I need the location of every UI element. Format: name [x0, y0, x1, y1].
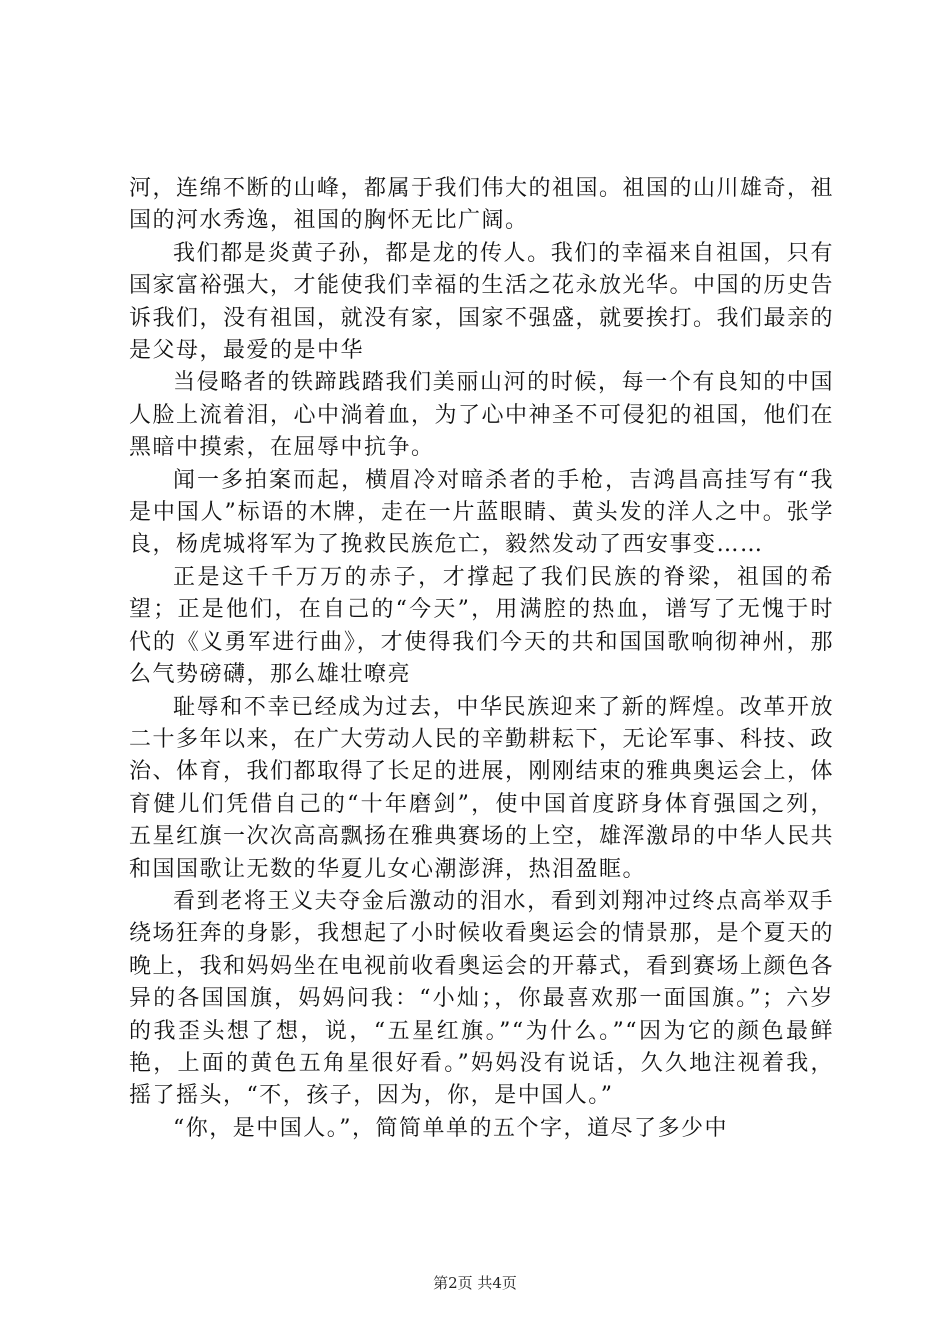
page-number-label: 第2页 共4页: [433, 1274, 517, 1292]
paragraph-2: 我们都是炎黄子孙，都是龙的传人。我们的幸福来自祖国，只有国家富裕强大，才能使我们幸福的生活之花永放光华。中国的历史告诉我们，没有祖国，就没有家，国家不强盛，就要挨打。我们最亲的是父母，最爱的是中华: [129, 240, 835, 364]
paragraph-6: 耻辱和不幸已经成为过去，中华民族迎来了新的辉煌。改革开放二十多年以来，在广大劳动人民的辛勤耕耘下，无论军事、科技、政治、体育，我们都取得了长足的进展，刚刚结束的雅典奥运会上，体育健儿们凭借自己的“十年磨剑”，使中国首度跻身体育强国之列，五星红旗一次次高高飘扬在雅典赛场的上空，雄浑激昂的中华人民共和国国歌让无数的华夏儿女心潮澎湃，热泪盈眶。: [129, 694, 835, 882]
page-footer: [0, 1272, 950, 1293]
document-body: [129, 173, 834, 1145]
paragraph-7: 看到老将王义夫夺金后激动的泪水，看到刘翔冲过终点高举双手绕场狂奔的身影，我想起了小时候收看奥运会的情景那，是个夏天的晚上，我和妈妈坐在电视前收看奥运会的开幕式，看到赛场上颜色各异的各国国旗，妈妈问我：“小灿；，你最喜欢那一面国旗。”；六岁的我歪头想了想，说，“五星红旗。”“为什么。”“因为它的颜色最鲜艳，上面的黄色五角星很好看。”妈妈没有说话，久久地注视着我，摇了摇头，“不，孩子，因为，你，是中国人。”: [129, 888, 835, 1109]
paragraph-5: 正是这千千万万的赤子，才撑起了我们民族的脊梁，祖国的希望；正是他们，在自己的“今天”，用满腔的热血，谱写了无愧于时代的《义勇军进行曲》，才使得我们今天的共和国国歌响彻神州，那么气势磅礴，那么雄壮嘹亮: [129, 564, 834, 688]
paragraph-8: “你，是中国人。”，简简单单的五个字，道尽了多少中: [173, 1115, 728, 1141]
paragraph-3: 当侵略者的铁蹄践踏我们美丽山河的时候，每一个有良知的中国人脸上流着泪，心中淌着血，为了心中神圣不可侵犯的祖国，他们在黑暗中摸索，在屈辱中抗争。: [129, 370, 835, 461]
paragraph-4: 闻一多拍案而起，横眉冷对暗杀者的手枪，吉鸿昌高挂写有“我是中国人”标语的木牌，走在一片蓝眼睛、黄头发的洋人之中。张学良，杨虎城将军为了挽救民族危亡，毅然发动了西安事变……: [129, 467, 834, 558]
paragraph-1: 河，连绵不断的山峰，都属于我们伟大的祖国。祖国的山川雄奇，祖国的河水秀逸，祖国的胸怀无比广阔。: [129, 176, 835, 234]
